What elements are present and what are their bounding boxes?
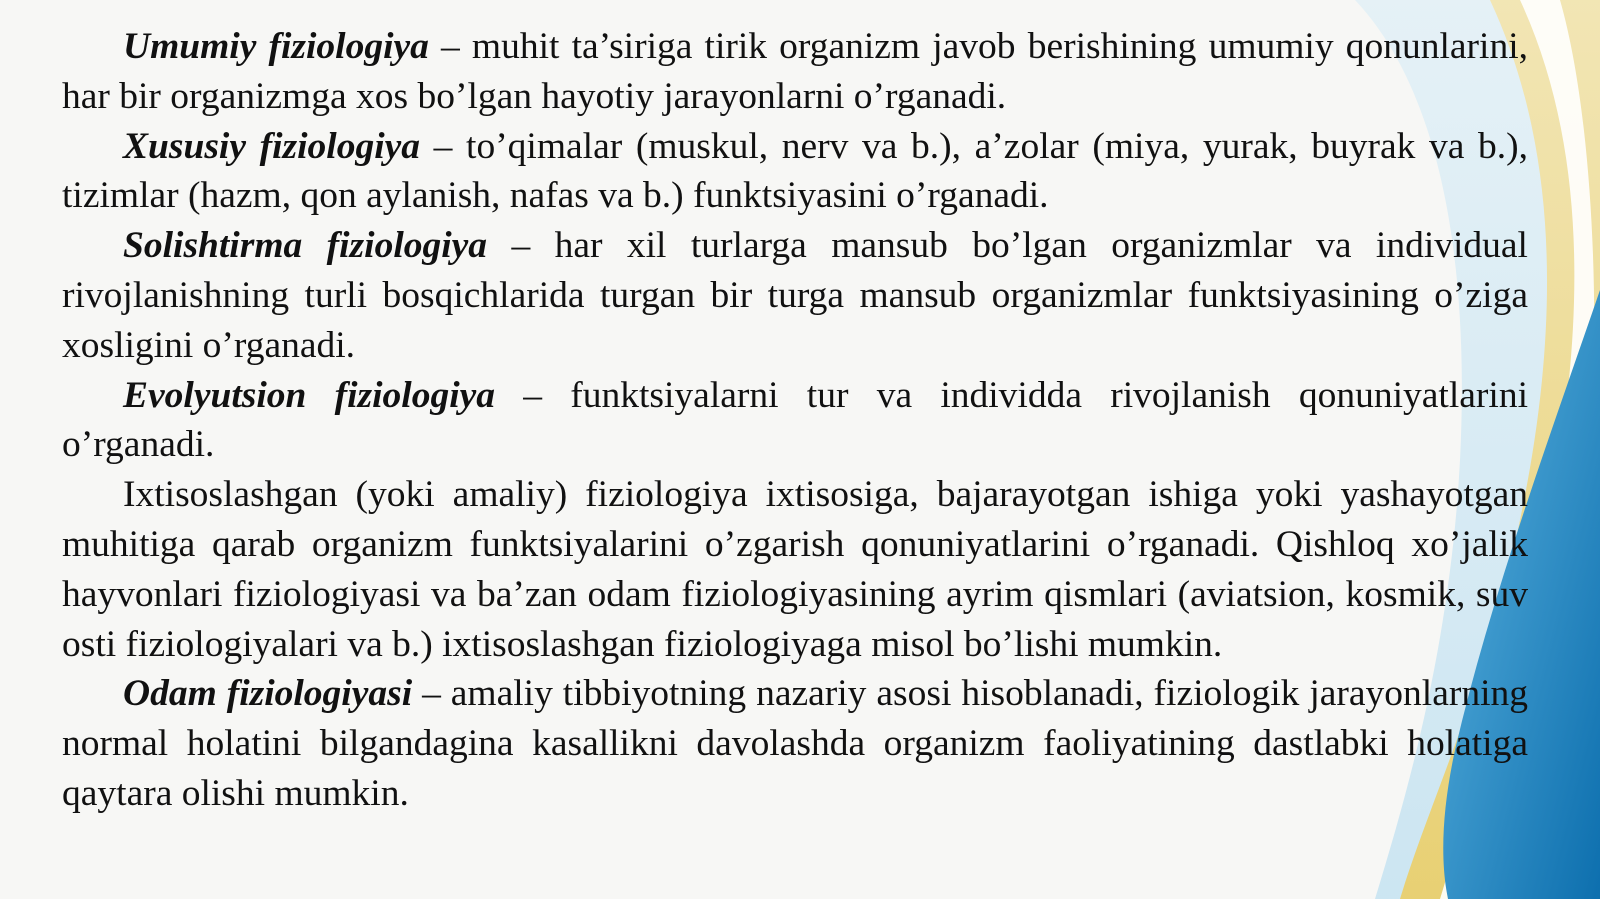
definition-ixtisoslashgan-fiziologiya: Ixtisoslashgan (yoki amaliy) fiziologiya ixtisosiga, bajarayotgan ishiga yoki yashayotgan muhitiga qarab organizm funktsiyalarini o’zgarish qonuniyatlarini o’rganadi. Qishloq xo’jalik hayvonlari fiziologiyasi va ba’zan odam fiziologiyasining ayrim qismlari (aviatsion, kosmik, suv osti fiziologiyalari va b.) ixtisoslashgan fiziologiyaga misol bo’lishi mumkin.	[62, 474, 1528, 665]
term-xususiy-fiziologiya: Xususiy fiziologiya	[123, 125, 421, 167]
definition-solishtirma-fiziologiya: – har xil turlarga mansub bo’lgan organizmlar va individual rivojlanishning turli bosqichlarida turgan bir turga mansub organizmlar funktsiyasining o’ziga xosligini o’rganadi.	[62, 225, 1528, 366]
definition-evolyutsion-fiziologiya: – funktsiyalarni tur va individda rivojlanish qonuniyatlarini o’rganadi.	[62, 374, 1528, 466]
definition-umumiy-fiziologiya: – muhit ta’siriga tirik organizm javob berishining umumiy qonunlarini, har bir organizmga xos bo’lgan hayotiy jarayonlarni o’rganadi.	[62, 26, 1528, 117]
definition-odam-fiziologiyasi: – amaliy tibbiyotning nazariy asosi hisoblanadi, fiziologik jarayonlarning normal holatini bilgandagina kasallikni davolashda organizm faoliyatining dastlabki holatiga qaytara olishi mumkin.	[62, 673, 1528, 814]
paragraph-solishtirma-fiziologiya	[62, 221, 1528, 370]
slide-text-body	[62, 22, 1528, 819]
paragraph-umumiy-fiziologiya	[62, 22, 1528, 122]
term-odam-fiziologiyasi: Odam fiziologiyasi	[123, 673, 413, 715]
definition-xususiy-fiziologiya: – to’qimalar (muskul, nerv va b.), a’zolar (miya, yurak, buyrak va b.), tizimlar (hazm, qon aylanish, nafas va b.) funktsiyasini o’rganadi.	[62, 125, 1528, 217]
term-umumiy-fiziologiya: Umumiy fiziologiya	[123, 26, 429, 67]
paragraph-xususiy-fiziologiya	[62, 122, 1528, 222]
term-evolyutsion-fiziologiya: Evolyutsion fiziologiya	[123, 374, 496, 416]
paragraph-odam-fiziologiyasi	[62, 669, 1528, 818]
paragraph-evolyutsion-fiziologiya	[62, 371, 1528, 471]
paragraph-ixtisoslashgan-fiziologiya	[62, 470, 1528, 669]
term-solishtirma-fiziologiya: Solishtirma fiziologiya	[123, 225, 488, 267]
